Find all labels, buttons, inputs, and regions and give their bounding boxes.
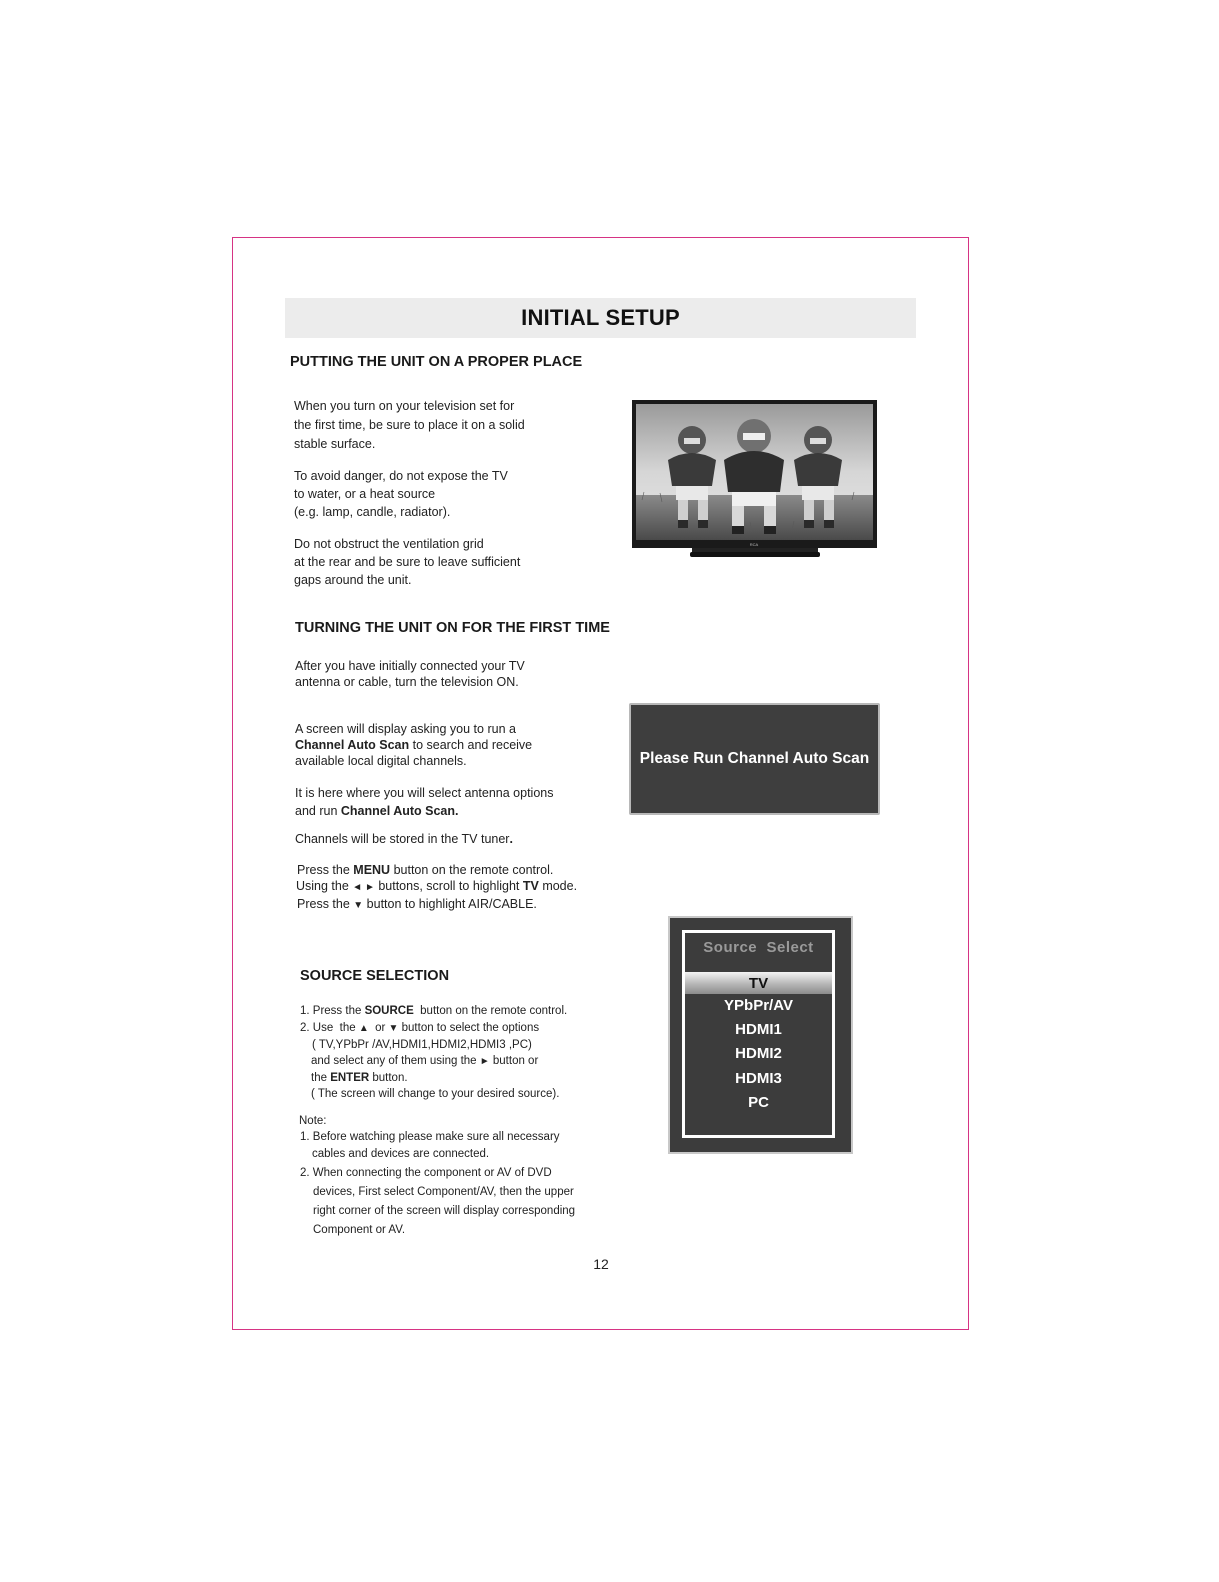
tv-image [632, 400, 877, 560]
source-select-panel [682, 930, 835, 1138]
bold-term: Channel Auto Scan [295, 738, 410, 752]
tv-brand-logo: RCA [749, 542, 759, 547]
text-line: It is here where you will select antenna options [295, 786, 554, 800]
text-line: ( TV,YPbPr /AV,HDMI1,HDMI2,HDMI3 ,PC) [312, 1039, 532, 1051]
text-line: To avoid danger, do not expose the TV [294, 469, 508, 483]
section-heading-placement: PUTTING THE UNIT ON A PROPER PLACE [290, 354, 583, 370]
text-fragment: 2. Use the [300, 1022, 359, 1034]
television-illustration [632, 400, 877, 560]
text-line: A screen will display asking you to run a [295, 722, 516, 736]
text-fragment: and run [295, 804, 341, 818]
bold-term: SOURCE [364, 1005, 414, 1017]
source-select-title: Source Select [703, 939, 814, 956]
bold-term: ENTER [330, 1072, 370, 1084]
text-line [295, 831, 513, 847]
down-arrow-icon: ▼ [388, 1023, 399, 1034]
text-line: Component or AV. [313, 1224, 406, 1236]
text-line [300, 1020, 567, 1037]
text-line: 2. When connecting the component or AV of DVD [300, 1167, 552, 1179]
text-fragment: button. [369, 1072, 408, 1084]
text-line: available local digital channels. [295, 754, 467, 768]
source-option-hdmi3[interactable]: HDMI3 [735, 1070, 782, 1087]
source-option-ypbpr-av[interactable]: YPbPr/AV [724, 997, 793, 1014]
text-line [295, 802, 553, 820]
left-right-arrows-icon: ◄ ► [352, 882, 375, 893]
page-title-bar [285, 298, 916, 338]
text-fragment: button to select the options [398, 1022, 540, 1034]
text-line: right corner of the screen will display corresponding [313, 1205, 576, 1217]
auto-scan-screen [629, 703, 880, 815]
text-fragment: Channels will be stored in the TV tuner [295, 832, 510, 846]
first-time-paragraph-1 [295, 658, 525, 690]
text-line: gaps around the unit. [294, 573, 412, 587]
text-line: Do not obstruct the ventilation grid [294, 537, 484, 551]
note-1 [300, 1129, 560, 1163]
text-line: cables and devices are connected. [312, 1148, 490, 1160]
placement-paragraph-1 [294, 397, 525, 454]
text-line: 1. Before watching please make sure all necessary [300, 1131, 560, 1143]
source-option-tv[interactable]: TV [685, 972, 832, 994]
text-fragment: button to highlight AIR/CABLE. [363, 897, 537, 911]
source-steps [300, 1003, 567, 1102]
text-fragment: to search and receive [409, 738, 533, 752]
source-option-pc[interactable]: PC [748, 1094, 769, 1111]
first-time-paragraph-2 [295, 721, 532, 769]
down-arrow-icon: ▼ [353, 900, 364, 911]
source-select-menu [668, 916, 853, 1154]
text-fragment: buttons, scroll to highlight [374, 879, 523, 893]
text-fragment: and select any of them using the [311, 1055, 480, 1067]
page-title: INITIAL SETUP [521, 305, 680, 330]
text-line: at the rear and be sure to leave sufficient [294, 555, 521, 569]
text-line: When you turn on your television set for [294, 399, 515, 413]
text-line [300, 1003, 567, 1019]
section-heading-source: SOURCE SELECTION [300, 968, 450, 984]
text-line [300, 1070, 567, 1086]
text-line: devices, First select Component/AV, then the upper [313, 1186, 574, 1198]
text-fragment: button or [489, 1055, 539, 1067]
text-line: stable surface. [294, 437, 376, 451]
page-number: 12 [593, 1256, 609, 1272]
text-line: (e.g. lamp, candle, radiator). [294, 505, 451, 519]
text-fragment: Using the [296, 879, 353, 893]
first-time-paragraph-5 [296, 862, 577, 914]
bold-term: TV [522, 879, 539, 893]
up-arrow-icon: ▲ [358, 1023, 369, 1034]
right-arrow-icon: ► [479, 1056, 490, 1067]
text-fragment: the [311, 1072, 331, 1084]
text-line [300, 1053, 567, 1070]
text-line: After you have initially connected your TV [295, 659, 525, 673]
text-fragment: . [509, 832, 513, 846]
text-fragment: button on the remote control. [390, 863, 554, 877]
source-option-hdmi1[interactable]: HDMI1 [735, 1021, 782, 1038]
section-heading-first-time: TURNING THE UNIT ON FOR THE FIRST TIME [295, 620, 610, 636]
source-option-hdmi2[interactable]: HDMI2 [735, 1045, 782, 1062]
text-line: ( The screen will change to your desired source). [311, 1088, 560, 1100]
text-line: to water, or a heat source [294, 487, 436, 501]
first-time-paragraph-3 [295, 784, 553, 820]
text-line: the first time, be sure to place it on a solid [294, 418, 525, 432]
text-line [296, 896, 577, 914]
placement-paragraph-3 [294, 535, 520, 589]
text-line [295, 737, 532, 753]
auto-scan-message: Please Run Channel Auto Scan [639, 750, 870, 767]
text-fragment: Press the [297, 897, 354, 911]
text-fragment: Press the [297, 863, 354, 877]
bold-term: Channel Auto Scan. [340, 804, 459, 818]
text-fragment: button on the remote control. [413, 1005, 568, 1017]
placement-paragraph-2 [294, 467, 508, 521]
note-label: Note: [299, 1115, 327, 1127]
bold-term: MENU [353, 863, 391, 877]
text-line [296, 878, 577, 896]
note-2 [300, 1164, 575, 1240]
text-line [296, 862, 577, 878]
text-fragment: or [368, 1022, 389, 1034]
text-line: antenna or cable, turn the television ON. [295, 675, 519, 689]
text-fragment: 1. Press the [300, 1005, 365, 1017]
first-time-paragraph-4 [295, 831, 513, 847]
text-fragment: mode. [538, 879, 578, 893]
